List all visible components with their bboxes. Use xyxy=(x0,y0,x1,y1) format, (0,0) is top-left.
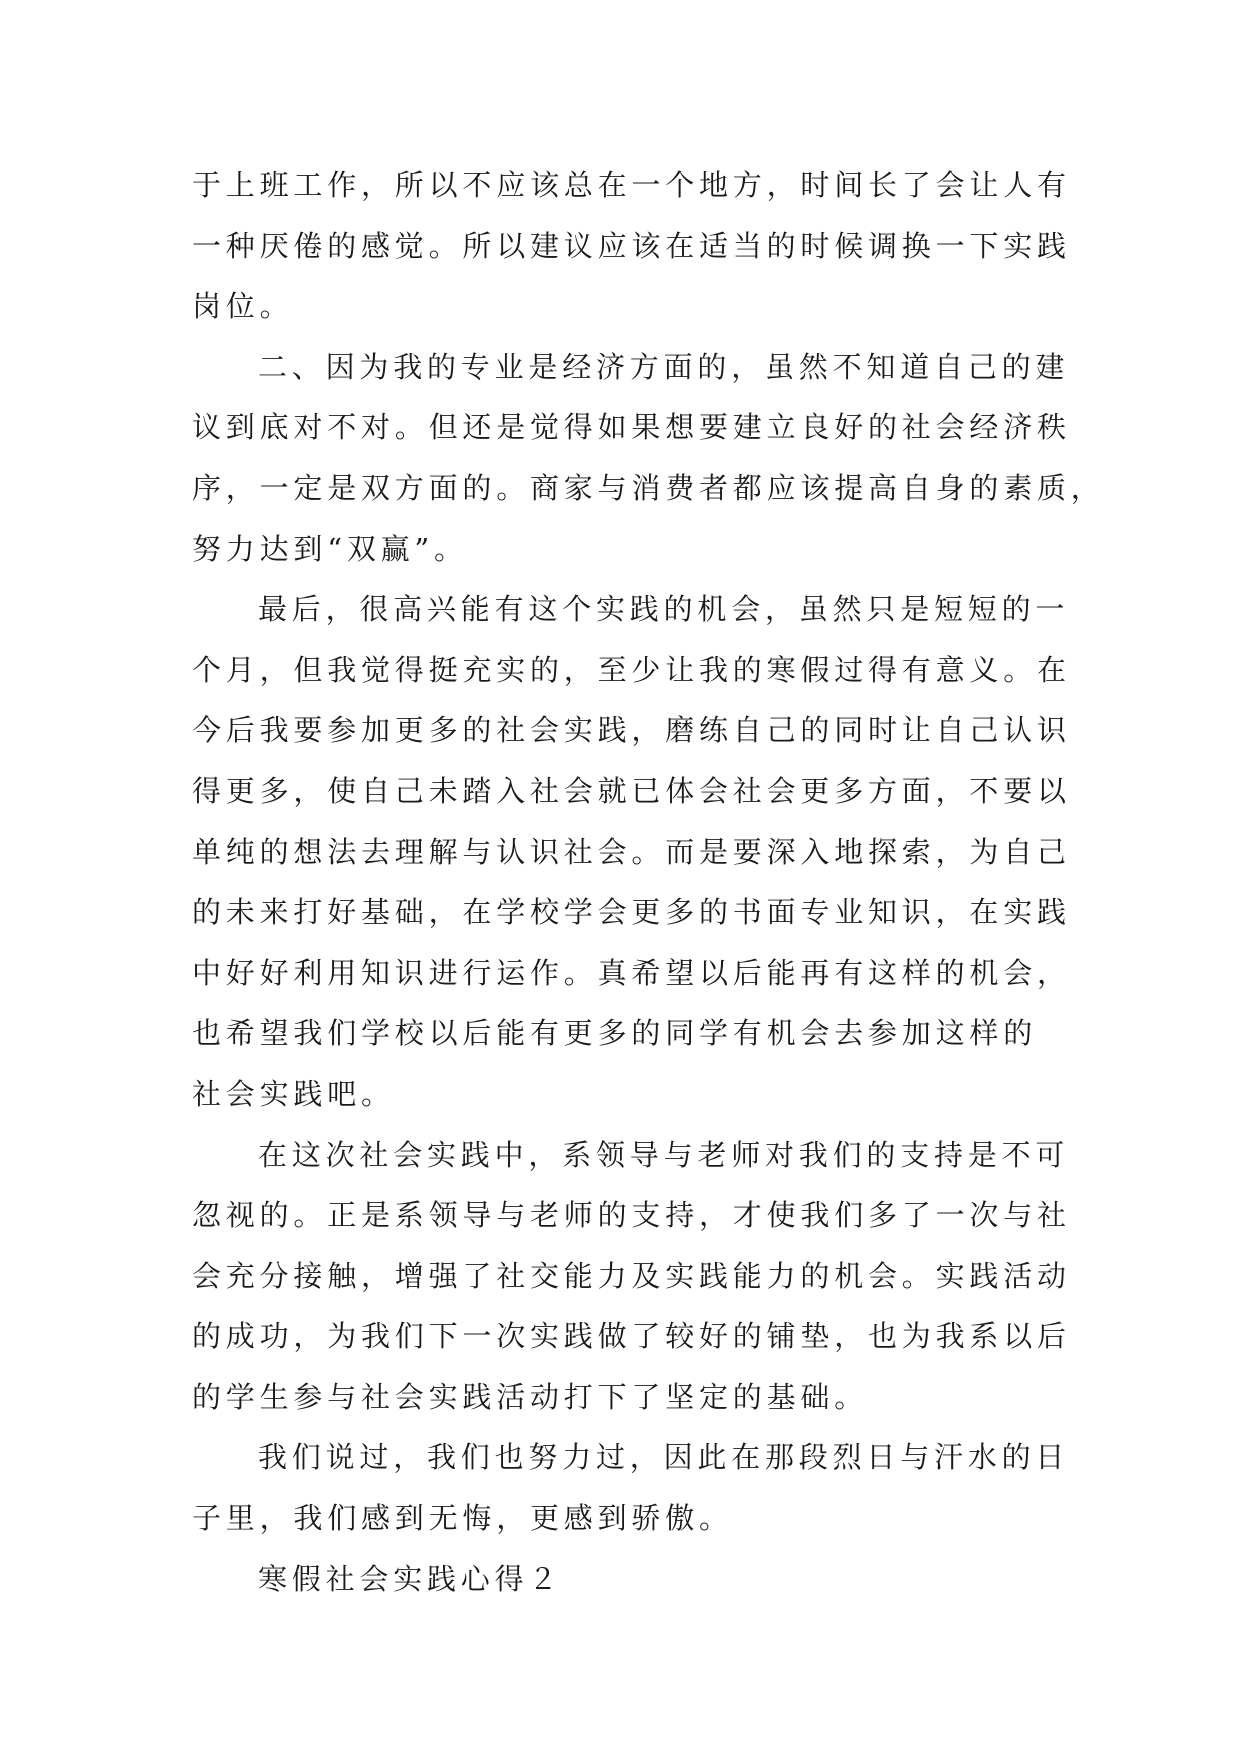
text-line: 社会实践吧。 xyxy=(192,1076,395,1111)
document-body xyxy=(192,155,1105,1609)
paragraph-start-line: 最后，很高兴能有这个实践的机会，虽然只是短短的一 xyxy=(258,592,1070,627)
text-line: 的未来打好基础，在学校学会更多的书面专业知识，在实践 xyxy=(192,895,1071,930)
text-line: 中好好利用知识进行运作。真希望以后能再有这样的机会， xyxy=(192,955,1071,990)
text-line: 今后我要参加更多的社会实践，磨练自己的同时让自己认识 xyxy=(192,713,1071,748)
text-line: 得更多，使自己未踏入社会就已体会社会更多方面，不要以 xyxy=(192,773,1071,808)
text-line: 议到底对不对。但还是觉得如果想要建立良好的社会经济秩 xyxy=(192,410,1071,445)
paragraph-start-line: 二、因为我的专业是经济方面的，虽然不知道自己的建 xyxy=(258,349,1070,384)
text-line: 个月，但我觉得挺充实的，至少让我的寒假过得有意义。在 xyxy=(192,652,1071,687)
text-line: 子里，我们感到无悔，更感到骄傲。 xyxy=(192,1501,733,1536)
paragraph-start-line: 在这次社会实践中，系领导与老师对我们的支持是不可 xyxy=(258,1137,1070,1172)
text-line: 会充分接触，增强了社交能力及实践能力的机会。实践活动 xyxy=(192,1258,1071,1293)
text-line: 的成功，为我们下一次实践做了较好的铺垫，也为我系以后 xyxy=(192,1319,1071,1354)
text-line: 努力达到“双赢”。 xyxy=(192,531,468,566)
text-line: 也希望我们学校以后能有更多的同学有机会去参加这样的 xyxy=(192,1016,1038,1051)
text-line: 一种厌倦的感觉。所以建议应该在适当的时候调换一下实践 xyxy=(192,228,1071,263)
text-line: 岗位。 xyxy=(192,289,294,324)
text-line: 忽视的。正是系领导与老师的支持，才使我们多了一次与社 xyxy=(192,1198,1071,1233)
text-line: 单纯的想法去理解与认识社会。而是要深入地探索，为自己 xyxy=(192,834,1071,869)
paragraph-start-line: 我们说过，我们也努力过，因此在那段烈日与汗水的日 xyxy=(258,1440,1070,1475)
text-line: 序，一定是双方面的。商家与消费者都应该提高自身的素质， xyxy=(192,470,1105,505)
text-line: 于上班工作，所以不应该总在一个地方，时间长了会让人有 xyxy=(192,168,1071,202)
text-line: 的学生参与社会实践活动打下了坚定的基础。 xyxy=(192,1379,869,1414)
section-heading: 寒假社会实践心得２ xyxy=(258,1561,563,1596)
